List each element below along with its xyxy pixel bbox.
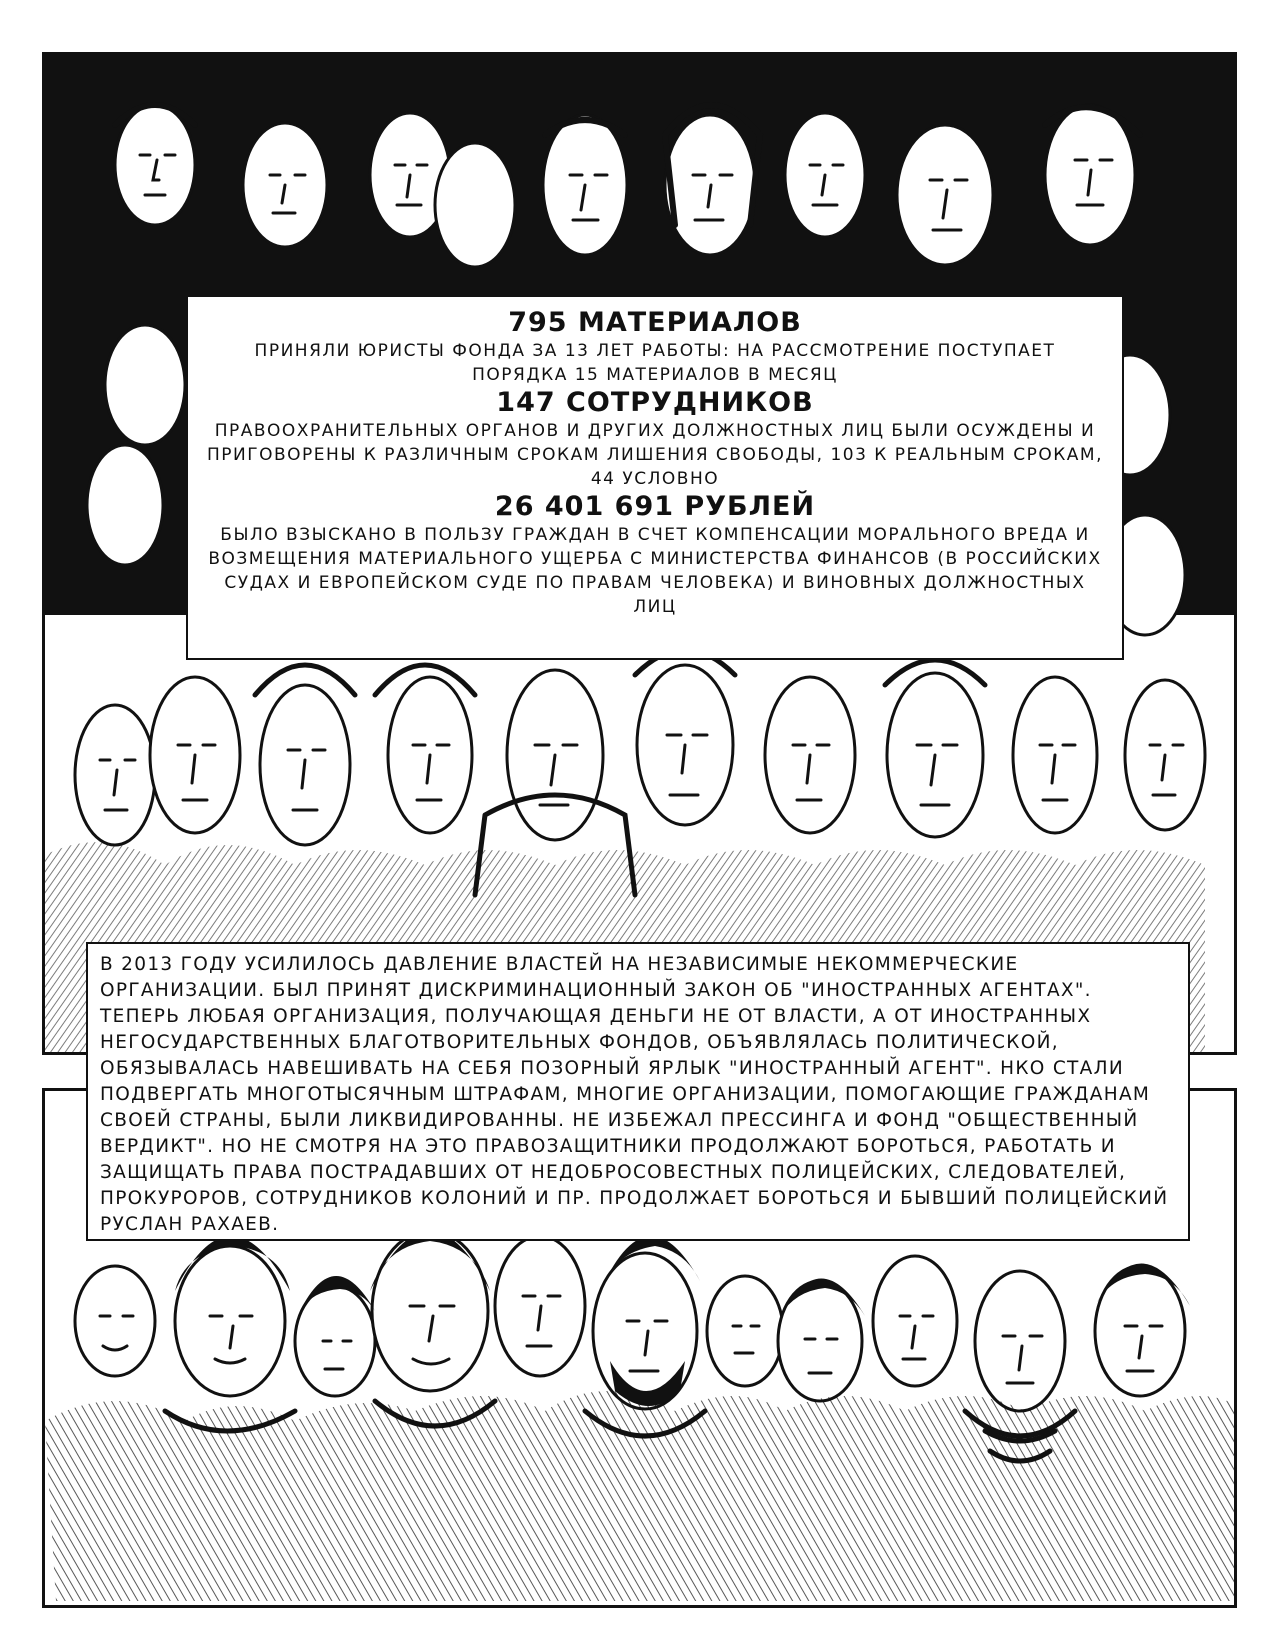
stat-description-materials: ПРИНЯЛИ ЮРИСТЫ ФОНДА ЗА 13 ЛЕТ РАБОТЫ: НА РАССМОТРЕНИЕ ПОСТУПАЕТ ПОРЯДКА 15 МАТЕРИАЛОВ В МЕСЯЦ <box>254 341 1056 385</box>
story-text: В 2013 ГОДУ УСИЛИЛОСЬ ДАВЛЕНИЕ ВЛАСТЕЙ НА НЕЗАВИСИМЫЕ НЕКОММЕРЧЕСКИЕ ОРГАНИЗАЦИИ. БЫЛ ПРИНЯТ ДИСКРИМИНАЦИОННЫЙ ЗАКОН ОБ "ИНОСТРАННЫХ АГЕНТАХ". ТЕПЕРЬ ЛЮБАЯ ОРГАНИЗАЦИЯ, ПОЛУЧАЮЩАЯ ДЕНЬГИ НЕ ОТ ВЛАСТИ, А ОТ ИНОСТРАННЫХ НЕГОСУДАРСТВЕННЫХ БЛАГОТВОРИТЕЛЬНЫХ ФОНДОВ, ОБЪЯВЛЯЛАСЬ ПОЛИТИЧЕСКОЙ, ОБЯЗЫВАЛАСЬ НАВЕШИВАТЬ НА СЕБЯ ПОЗОРНЫЙ ЯРЛЫК "ИНОСТРАННЫЙ АГЕНТ". НКО СТАЛИ ПОДВЕРГАТЬ МНОГОТЫСЯЧНЫМ ШТРАФАМ, МНОГИЕ ОРГАНИЗАЦИИ, ПОМОГАЮЩИЕ ГРАЖДАНАМ СВОЕЙ СТРАНЫ, БЫЛИ ЛИКВИДИРОВАННЫ. НЕ ИЗБЕЖАЛ ПРЕССИНГА И ФОНД "ОБЩЕСТВЕННЫЙ ВЕРДИКТ". НО НЕ СМОТРЯ НА ЭТО ПРАВОЗАЩИТНИКИ ПРОДОЛЖАЮТ БОРОТЬСЯ, РАБОТАТЬ И ЗАЩИЩАТЬ ПРАВА ПОСТРАДАВШИХ ОТ НЕДОБРОСОВЕСТНЫХ ПОЛИЦЕЙСКИХ, СЛЕДОВАТЕЛЕЙ, ПРОКУРОРОВ, СОТРУДНИКОВ КОЛОНИЙ И ПР. ПРОДОЛЖАЕТ БОРОТЬСЯ И БЫВШИЙ ПОЛИЦЕЙСКИЙ РУСЛАН РАХАЕВ. <box>100 954 1169 1235</box>
stat-description-employees: ПРАВООХРАНИТЕЛЬНЫХ ОРГАНОВ И ДРУГИХ ДОЛЖНОСТНЫХ ЛИЦ БЫЛИ ОСУЖДЕНЫ И ПРИГОВОРЕНЫ К РАЗЛИЧНЫМ СРОКАМ ЛИШЕНИЯ СВОБОДЫ, 103 К РЕАЛЬНЫМ СРОКАМ, 44 УСЛОВНО <box>207 421 1103 489</box>
story-caption <box>86 942 1190 1241</box>
stat-description-rubles: БЫЛО ВЗЫСКАНО В ПОЛЬЗУ ГРАЖДАН В СЧЕТ КОМПЕНСАЦИИ МОРАЛЬНОГО ВРЕДА И ВОЗМЕЩЕНИЯ МАТЕРИАЛЬНОГО УЩЕРБА С МИНИСТЕРСТВА ФИНАНСОВ (В РОССИЙСКИХ СУДАХ И ЕВРОПЕЙСКОМ СУДЕ ПО ПРАВАМ ЧЕЛОВЕКА) И ВИНОВНЫХ ДОЛЖНОСТНЫХ ЛИЦ <box>208 525 1102 617</box>
stat-figure-rubles: 26 401 691 РУБЛЕЙ <box>494 491 816 522</box>
stat-figure-materials: 795 МАТЕРИАЛОВ <box>508 307 802 338</box>
statistics-caption <box>186 295 1124 660</box>
stat-figure-employees: 147 СОТРУДНИКОВ <box>496 387 814 418</box>
